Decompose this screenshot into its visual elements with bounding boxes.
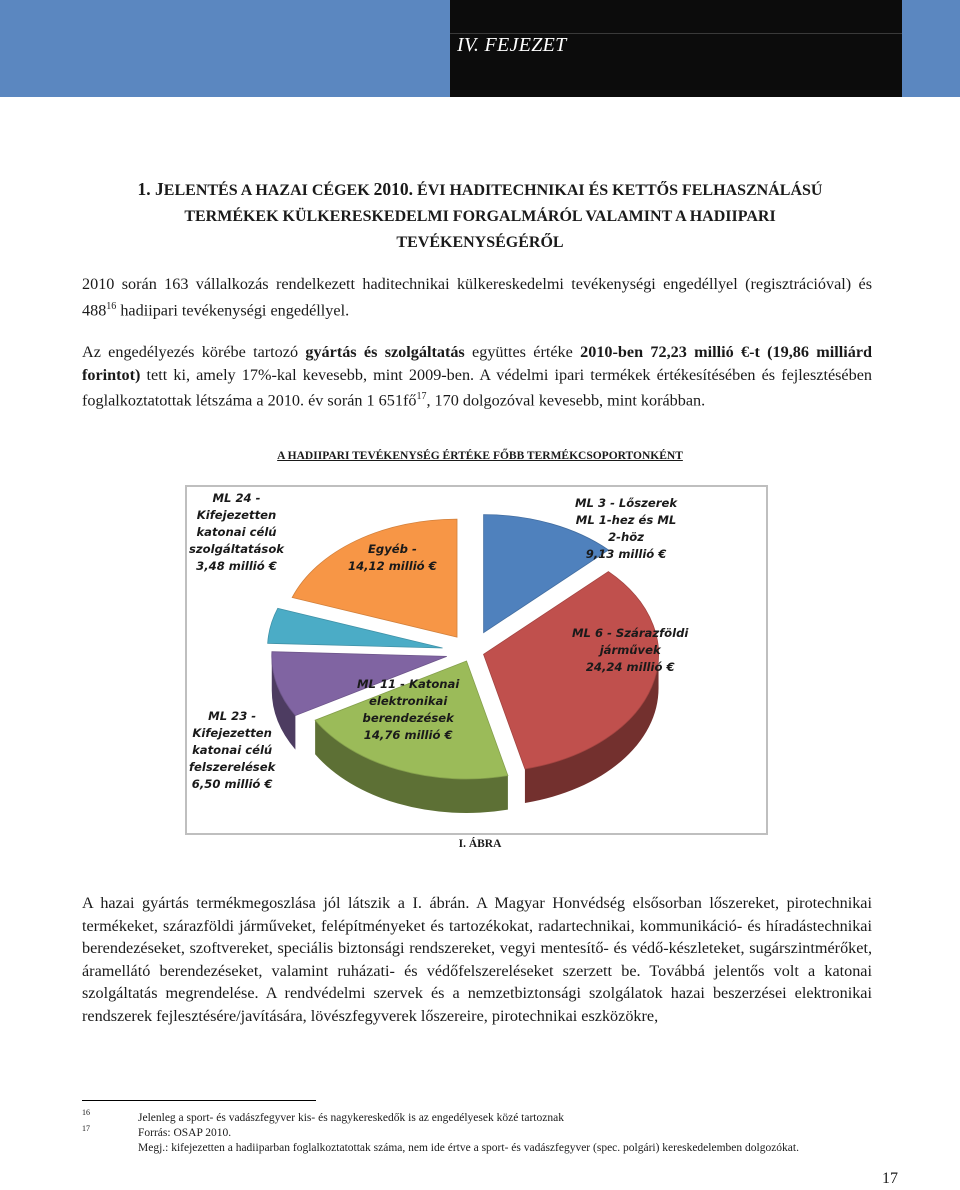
- slice-label-line: ML 1-hez és ML: [575, 513, 677, 527]
- slice-label-line: járművek: [599, 643, 661, 657]
- heading-part: 1. J: [137, 179, 164, 199]
- section-heading-line1: [82, 176, 878, 204]
- footnote-17-note: Megj.: kifejezetten a hadiiparban foglalkoztatottak száma, nem ide értve a sport- és vadászfegyver (spec. polgári) kereskedelemben dolgozókat.: [138, 1142, 799, 1154]
- p2-bold: 2010-ben 72,23 millió €-t (19,86 milliárd forintot): [82, 343, 873, 384]
- paragraph-2: [82, 341, 872, 412]
- slice-label-line: Kifejezetten: [196, 508, 277, 522]
- paragraph-1-text: hadiipari tevékenységi engedéllyel.: [116, 300, 350, 319]
- heading-part: 2010.: [373, 179, 414, 199]
- p2-bold: gyártás és szolgáltatás: [305, 343, 465, 361]
- slice-label-line: ML 3 - Lőszerek: [575, 496, 678, 510]
- slice-label-line: 14,76 millió €: [363, 728, 453, 742]
- paragraph-1: [82, 273, 872, 321]
- chapter-box: [450, 0, 902, 97]
- slice-label-line: Egyéb -: [367, 542, 417, 556]
- footnote-number-17: 17: [82, 1124, 90, 1133]
- slice-label-line: katonai célú: [192, 743, 273, 757]
- slice-label-line: ML 11 - Katonai: [357, 677, 460, 691]
- heading-part: ELENTÉS A HAZAI CÉGEK: [163, 182, 374, 199]
- chapter-title: IV. FEJEZET: [457, 34, 567, 56]
- p2-text: tett ki, amely 17%-kal kevesebb, mint 2009-ben. A védelmi ipari termékek értékesítésében és fejlesztésében foglalkoztatottak létszáma a 2010. év során 1 651fő: [82, 365, 872, 410]
- slice-label-line: berendezések: [362, 711, 454, 725]
- p2-text: együttes értéke: [464, 343, 581, 361]
- paragraph-1-text: 2010 során 163 vállalkozás rendelkezett haditechnikai külkereskedelmi tevékenységi engedéllyel (regisztrációval) és 488: [82, 275, 872, 319]
- slice-label-2: [357, 676, 459, 744]
- slice-label-line: 14,12 millió €: [348, 559, 437, 573]
- p2-text: , 170 dolgozóval kevesebb, mint korábban.: [426, 391, 706, 410]
- slice-label-line: ML 6 - Szárazföldi: [572, 626, 689, 640]
- slice-label-4: [189, 490, 284, 575]
- footnote-number-16: 16: [82, 1108, 90, 1117]
- slice-label-line: elektronikai: [368, 694, 448, 708]
- page-number: 17: [882, 1170, 898, 1187]
- slice-label-line: 2-höz: [608, 530, 644, 544]
- slice-label-line: ML 23 -: [208, 709, 257, 723]
- chart-caption: A HADIIPARI TEVÉKENYSÉG ÉRTÉKE FŐBB TERMÉKCSOPORTONKÉNT: [277, 450, 683, 462]
- footnote-16: Jelenleg a sport- és vadászfegyver kis- és nagykereskedők is az engedélyesek közé tartoznak: [138, 1112, 564, 1124]
- slice-label-1: [572, 625, 688, 676]
- footnote-ref-16[interactable]: 16: [106, 300, 117, 312]
- slice-label-line: 3,48 millió €: [196, 559, 277, 573]
- slice-label-0: [575, 495, 677, 563]
- slice-label-line: katonai célú: [196, 525, 277, 539]
- pie-chart: [185, 485, 768, 835]
- figure-label: I. ÁBRA: [458, 838, 502, 850]
- section-heading-line2: TERMÉKEK KÜLKERESKEDELMI FORGALMÁRÓL VALAMINT A HADIIPARI: [184, 208, 776, 225]
- paragraph-3: A hazai gyártás termékmegoszlása jól látszik a I. ábrán. A Magyar Honvédség elsősorban lőszereket, pirotechnikai termékeket, szárazföldi járműveket, felépítményeket és tartozékokat, radartechnikai, kommunikáció- és híradástechnikai berendezéseket, szoftvereket, speciális biztonsági rendszereket, vegyi mentesítő- és védő-készleteket, sugárszintmérőket, áramellátó berendezéseket, valamint ruházati- és védőfelszereléseket szerzett be. Továbbá jelentős volt a katonai szolgáltatás megrendelése. A rendvédelmi szervek és a nemzetbiztonsági szolgálatok hazai beszerzései elektronikai rendszerek fejlesztésére/javítására, lövészfegyverek lőszereire, pirotechnikai eszközökre,: [82, 894, 872, 1025]
- slice-label-line: ML 24 -: [212, 491, 261, 505]
- slice-label-line: 24,24 millió €: [585, 660, 675, 674]
- footnote-17: Forrás: OSAP 2010.: [138, 1127, 232, 1139]
- section-heading: [82, 176, 878, 256]
- slice-label-line: szolgáltatások: [189, 542, 284, 556]
- p2-text: Az engedélyezés körébe tartozó: [82, 343, 306, 361]
- slice-label-line: felszerelések: [189, 760, 276, 774]
- slice-label-5: [348, 541, 437, 575]
- footnote-rule: [82, 1100, 316, 1101]
- heading-part: ÉVI HADITECHNIKAI ÉS KETTŐS FELHASZNÁLÁSÚ: [413, 182, 823, 199]
- footnote-ref-17[interactable]: 17: [416, 391, 427, 402]
- section-heading-line3: TEVÉKENYSÉGÉRŐL: [396, 234, 564, 251]
- slice-label-3: [189, 708, 275, 793]
- slice-label-line: 6,50 millió €: [191, 777, 273, 791]
- slice-label-line: Kifejezetten: [192, 726, 272, 740]
- slice-label-line: 9,13 millió €: [585, 547, 667, 561]
